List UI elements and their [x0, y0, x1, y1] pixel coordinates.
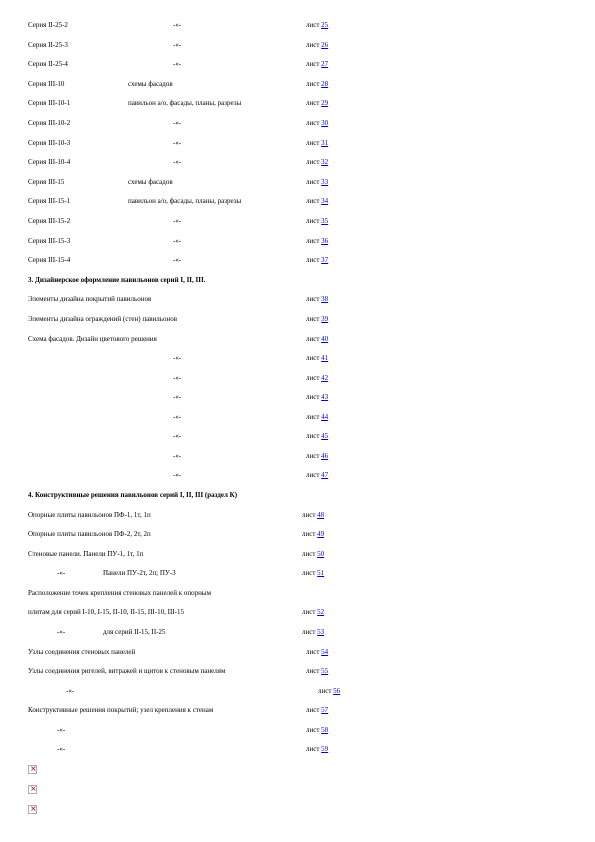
sheet-word: лист — [306, 745, 320, 753]
toc-row — [0, 373, 595, 383]
sheet-ref — [306, 451, 328, 461]
ditto-mark: -«- — [173, 158, 182, 166]
sheet-word: лист — [306, 60, 320, 68]
entry-text: Расположение точек крепления стеновых панелей к опорным — [28, 589, 212, 597]
page-link[interactable]: 33 — [321, 178, 329, 186]
sheet-ref — [306, 666, 328, 676]
sheet-ref — [302, 627, 324, 637]
ditto-mark: -«- — [173, 217, 182, 225]
series-label: Серия III-15-1 — [28, 197, 71, 205]
ditto-mark: -«- — [173, 237, 182, 245]
toc-row — [0, 314, 595, 324]
toc-row — [0, 392, 595, 402]
section-heading — [0, 490, 595, 500]
ditto-mark: -«- — [57, 745, 66, 753]
toc-row — [0, 157, 595, 167]
page-link[interactable]: 32 — [321, 158, 329, 166]
ditto-mark: -«- — [173, 413, 182, 421]
sheet-ref — [306, 470, 328, 480]
sheet-word: лист — [306, 315, 320, 323]
sheet-word: лист — [302, 569, 316, 577]
sheet-ref — [306, 334, 328, 344]
sheet-ref — [306, 373, 328, 383]
sheet-ref — [306, 79, 328, 89]
sheet-word: лист — [302, 608, 316, 616]
series-label: Серия III-10 — [28, 80, 65, 88]
entry-text: Элементы дизайна покрытий павильонов — [28, 295, 152, 303]
sheet-ref — [306, 157, 328, 167]
sheet-word: лист — [302, 550, 316, 558]
toc-row — [0, 294, 595, 304]
sheet-ref — [306, 59, 328, 69]
series-label: Серия III-10-2 — [28, 119, 71, 127]
toc-row — [0, 627, 595, 637]
series-description: схемы фасадов — [128, 80, 173, 88]
toc-row — [0, 79, 595, 89]
ditto-mark: -«- — [173, 41, 182, 49]
sheet-ref — [306, 392, 328, 402]
page-link[interactable]: 42 — [321, 374, 329, 382]
entry-text: для серий II-15, II-25 — [103, 628, 166, 636]
entry-text: Узлы соединения ригелей, витражей и щитов к стеновым панелям — [28, 667, 226, 675]
toc-row — [0, 20, 595, 30]
toc-row — [0, 118, 595, 128]
sheet-ref — [306, 353, 328, 363]
ditto-mark: -«- — [173, 393, 182, 401]
broken-image-icon — [28, 785, 37, 794]
sheet-word: лист — [306, 41, 320, 49]
series-label: Серия II-25-4 — [28, 60, 68, 68]
sheet-word: лист — [302, 628, 316, 636]
sheet-ref — [306, 177, 328, 187]
sheet-ref — [302, 510, 324, 520]
sheet-word: лист — [306, 178, 320, 186]
section4-title: 4. Конструктивные решения павильонов серий I, II, III (раздел К) — [28, 491, 238, 499]
page-link[interactable]: 44 — [321, 413, 329, 421]
series-label: Серия III-10-3 — [28, 139, 71, 147]
toc-row — [0, 529, 595, 539]
page-link[interactable]: 48 — [317, 511, 325, 519]
toc-row — [0, 607, 595, 617]
sheet-word: лист — [306, 158, 320, 166]
ditto-mark: -«- — [173, 374, 182, 382]
sheet-word: лист — [306, 197, 320, 205]
series-label: Серия III-15-4 — [28, 256, 71, 264]
sheet-ref — [318, 686, 340, 696]
page-link[interactable]: 28 — [321, 80, 329, 88]
sheet-ref — [306, 725, 328, 735]
ditto-mark: -«- — [173, 139, 182, 147]
ditto-mark: -«- — [173, 119, 182, 127]
page-link[interactable]: 45 — [321, 432, 329, 440]
toc-row — [0, 353, 595, 363]
series-description: павильон а/о, фасады, планы, разрезы — [128, 197, 242, 205]
sheet-word: лист — [306, 139, 320, 147]
sheet-ref — [306, 40, 328, 50]
sheet-ref — [306, 431, 328, 441]
page-link[interactable]: 26 — [321, 41, 329, 49]
toc-row — [0, 412, 595, 422]
ditto-mark: -«- — [173, 354, 182, 362]
toc-row — [0, 236, 595, 246]
page-link[interactable]: 37 — [321, 256, 329, 264]
sheet-ref — [306, 705, 328, 715]
series-label: Серия III-15-2 — [28, 217, 71, 225]
page-link[interactable]: 55 — [321, 667, 329, 675]
sheet-ref — [302, 529, 324, 539]
entry-text: Опорные плиты павильонов ПФ-1, 1т, 1п — [28, 511, 151, 519]
toc-row — [0, 549, 595, 559]
page-link[interactable]: 41 — [321, 354, 329, 362]
series-label: Серия II-25-2 — [28, 21, 68, 29]
sheet-ref — [306, 98, 328, 108]
entry-text: Элементы дизайна ограждений (стен) павильонов — [28, 315, 177, 323]
page-link[interactable]: 46 — [321, 452, 329, 460]
ditto-mark: -«- — [173, 256, 182, 264]
page-link[interactable]: 52 — [317, 608, 325, 616]
toc-row — [0, 647, 595, 657]
series-label: Серия III-10-1 — [28, 99, 71, 107]
sheet-word: лист — [306, 119, 320, 127]
toc-row — [0, 705, 595, 715]
page-link[interactable]: 40 — [321, 335, 329, 343]
toc-row — [0, 666, 595, 676]
toc-row — [0, 431, 595, 441]
series-label: Серия III-15-3 — [28, 237, 71, 245]
toc-row — [0, 196, 595, 206]
ditto-mark: -«- — [173, 432, 182, 440]
page-link[interactable]: 39 — [321, 315, 329, 323]
ditto-mark: -«- — [57, 726, 66, 734]
ditto-mark: -«- — [66, 687, 75, 695]
ditto-mark: -«- — [173, 21, 182, 29]
sheet-word: лист — [306, 80, 320, 88]
ditto-mark: -«- — [173, 471, 182, 479]
sheet-ref — [306, 294, 328, 304]
sheet-ref — [306, 196, 328, 206]
sheet-ref — [306, 118, 328, 128]
sheet-ref — [302, 607, 324, 617]
page-link[interactable]: 53 — [317, 628, 325, 636]
page-link[interactable]: 54 — [321, 648, 329, 656]
toc-row — [0, 59, 595, 69]
entry-text: Конструктивные решения покрытий; узел крепления к стенам — [28, 706, 214, 714]
page-link[interactable]: 35 — [321, 217, 329, 225]
entry-text: Опорные плиты павильонов ПФ-2, 2т, 2п — [28, 530, 151, 538]
toc-row — [0, 451, 595, 461]
ditto-mark: -«- — [57, 628, 66, 636]
page-link[interactable]: 47 — [321, 471, 329, 479]
toc-row — [0, 568, 595, 578]
series-label: Серия III-15 — [28, 178, 65, 186]
page-link[interactable]: 34 — [321, 197, 329, 205]
page-link[interactable]: 50 — [317, 550, 325, 558]
sheet-ref — [302, 568, 324, 578]
sheet-ref — [306, 647, 328, 657]
toc-row — [0, 216, 595, 226]
sheet-word: лист — [306, 667, 320, 675]
ditto-mark: -«- — [173, 60, 182, 68]
page-link[interactable]: 36 — [321, 237, 329, 245]
page-link[interactable]: 59 — [321, 745, 329, 753]
broken-image-icon — [28, 765, 37, 774]
ditto-mark: -«- — [173, 452, 182, 460]
toc-row — [0, 588, 595, 598]
sheet-ref — [306, 744, 328, 754]
toc-row — [0, 40, 595, 50]
sheet-word: лист — [302, 511, 316, 519]
series-label: Серия II-25-3 — [28, 41, 68, 49]
sheet-word: лист — [306, 21, 320, 29]
page-link[interactable]: 31 — [321, 139, 329, 147]
ditto-mark: -«- — [57, 569, 66, 577]
entry-text: Стеновые панели. Панели ПУ-1, 1т, 1п — [28, 550, 144, 558]
toc-row — [0, 510, 595, 520]
sheet-word: лист — [306, 393, 320, 401]
page-link[interactable]: 56 — [333, 687, 341, 695]
sheet-ref — [306, 236, 328, 246]
series-label: Серия III-10-4 — [28, 158, 71, 166]
sheet-ref — [306, 216, 328, 226]
page-link[interactable]: 57 — [321, 706, 329, 714]
toc-row — [0, 744, 595, 754]
page-link[interactable]: 30 — [321, 119, 329, 127]
sheet-ref — [302, 549, 324, 559]
sheet-word: лист — [306, 256, 320, 264]
sheet-word: лист — [306, 237, 320, 245]
page-link[interactable]: 43 — [321, 393, 329, 401]
sheet-word: лист — [306, 217, 320, 225]
sheet-word: лист — [306, 726, 320, 734]
sheet-word: лист — [306, 295, 320, 303]
sheet-word: лист — [306, 335, 320, 343]
toc-row — [0, 334, 595, 344]
page-link[interactable]: 49 — [317, 530, 325, 538]
sheet-ref — [306, 314, 328, 324]
sheet-word: лист — [302, 530, 316, 538]
sheet-word: лист — [306, 413, 320, 421]
entry-text: Панели ПУ-2т, 2п; ПУ-3 — [103, 569, 176, 577]
toc-row — [0, 138, 595, 148]
page-link[interactable]: 25 — [321, 21, 329, 29]
series-description: павильон а/о, фасады, планы, разрезы — [128, 99, 242, 107]
page-link[interactable]: 58 — [321, 726, 329, 734]
entry-text: плитам для серий I-10, I-15, II-10, II-15, III-10, III-15 — [28, 608, 184, 616]
sheet-word: лист — [306, 452, 320, 460]
sheet-ref — [306, 255, 328, 265]
entry-text: Схема фасадов. Дизайн цветового решения — [28, 335, 157, 343]
section3-title: 3. Дизайнерское оформление павильонов серий I, II, III. — [28, 276, 206, 284]
sheet-word: лист — [306, 471, 320, 479]
sheet-word: лист — [306, 354, 320, 362]
sheet-word: лист — [306, 648, 320, 656]
sheet-word: лист — [306, 374, 320, 382]
sheet-ref — [306, 20, 328, 30]
page-link[interactable]: 38 — [321, 295, 329, 303]
toc-row — [0, 255, 595, 265]
sheet-word: лист — [318, 687, 332, 695]
toc-row — [0, 725, 595, 735]
sheet-word: лист — [306, 706, 320, 714]
toc-row — [0, 177, 595, 187]
section-heading — [0, 275, 595, 285]
page-link[interactable]: 51 — [317, 569, 325, 577]
sheet-word: лист — [306, 432, 320, 440]
page-link[interactable]: 27 — [321, 60, 329, 68]
sheet-ref — [306, 412, 328, 422]
sheet-word: лист — [306, 99, 320, 107]
page-link[interactable]: 29 — [321, 99, 329, 107]
entry-text: Узлы соединения стеновых панелей — [28, 648, 136, 656]
series-description: схемы фасадов — [128, 178, 173, 186]
toc-row — [0, 470, 595, 480]
toc-row — [0, 98, 595, 108]
sheet-ref — [306, 138, 328, 148]
toc-row — [0, 686, 595, 696]
broken-image-icon — [28, 805, 37, 814]
